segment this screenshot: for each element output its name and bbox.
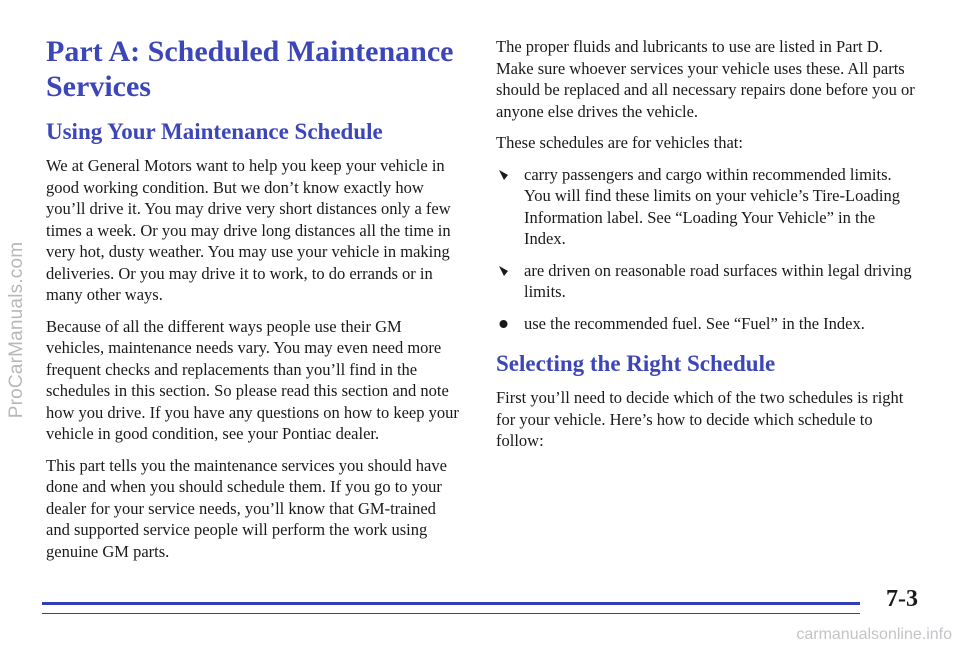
list-item — [496, 313, 916, 335]
section-heading-maintenance-schedule: Using Your Maintenance Schedule — [46, 119, 383, 144]
footer-rule — [42, 602, 860, 605]
paragraph-list-lead: These schedules are for vehicles that: — [496, 133, 743, 152]
bullet-icon — [498, 169, 509, 181]
paragraph-intro: We at General Motors want to help you keep your vehicle in good working condition. But we don’t know exactly how you’ll drive it. You may drive very short distances only a few times a week. Or you may drive long distances all the time in very hot, dusty weather. You may use your vehicle in making deliveries. Or you may drive it to work, to do errands or in many other ways. — [46, 156, 451, 304]
footer-rule-thin — [42, 613, 860, 614]
list-item-text: are driven on reasonable road surfaces within legal driving limits. — [524, 260, 912, 301]
bullet-icon — [498, 318, 509, 330]
footer-site-watermark: carmanualsonline.info — [796, 626, 952, 643]
bullet-icon — [498, 265, 509, 277]
list-item — [496, 260, 916, 303]
paragraph-needs-vary: Because of all the different ways people use their GM vehicles, maintenance needs vary. You may even need more frequent checks and replacements than you’ll find in the schedules in this section. So please read this section and note how you drive. If you have any questions on how to keep your vehicle in good condition, see your Pontiac dealer. — [46, 316, 459, 443]
vehicle-conditions-list — [496, 164, 916, 335]
right-column — [496, 36, 916, 462]
part-title: Part A: Scheduled Maintenance Services — [46, 35, 454, 103]
watermark-text: ProCarManuals.com — [6, 241, 27, 419]
list-item — [496, 164, 916, 250]
left-column — [46, 34, 462, 572]
section-heading-right-schedule: Selecting the Right Schedule — [496, 351, 776, 376]
paragraph-dealer-service: This part tells you the maintenance services you should have done and when you should schedule them. If you go to your dealer for your service needs, you’ll know that GM-trained and supported service people will perform the work using genuine GM parts. — [46, 455, 447, 561]
page-number: 7-3 — [886, 586, 918, 612]
list-item-text: carry passengers and cargo within recommended limits. You will find these limits on your vehicle’s Tire-Loading Information label. See “Loading Your Vehicle” in the Index. — [524, 164, 900, 248]
list-item-text: use the recommended fuel. See “Fuel” in the Index. — [524, 313, 865, 333]
paragraph-fluids: The proper fluids and lubricants to use are listed in Part D. Make sure whoever services your vehicle uses these. All parts should be replaced and all necessary repairs done before you or anyone else drives the vehicle. — [496, 37, 915, 121]
paragraph-decide-schedule: First you’ll need to decide which of the two schedules is right for your vehicle. Here’s how to decide which schedule to follow: — [496, 388, 904, 450]
side-watermark — [4, 0, 30, 650]
